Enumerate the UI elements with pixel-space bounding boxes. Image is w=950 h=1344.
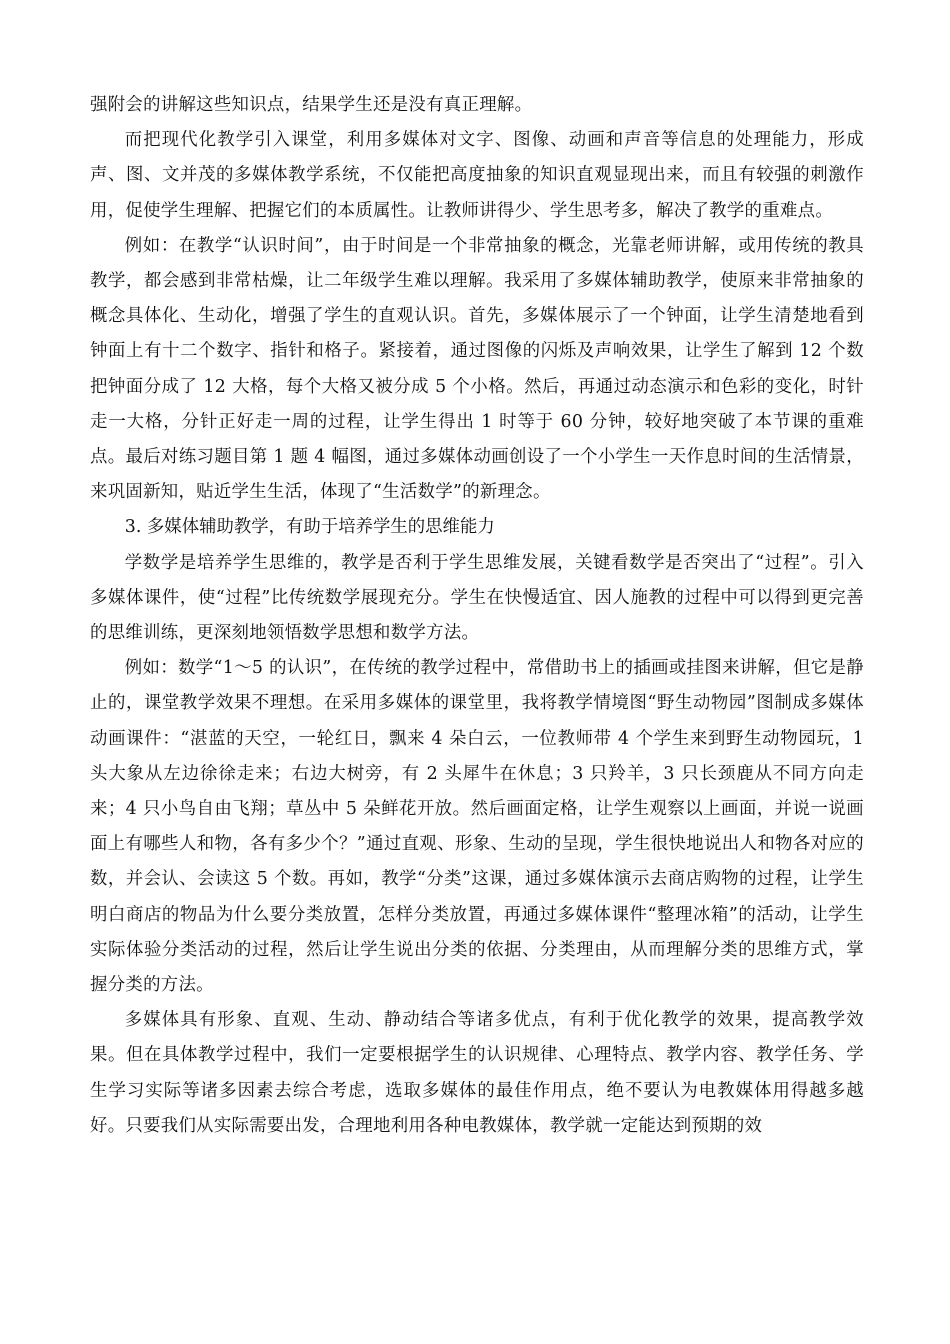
paragraph-4: 学数学是培养学生思维的，教学是否利于学生思维发展，关键看数学是否突出了“过程”。引入多媒体课件，使“过程”比传统数学展现充分。学生在快慢适宜、因人施教的过程中可以得到更完善的思维训练，更深刻地领悟数学思想和数学方法。 [90, 552, 864, 644]
section-heading-3: 3. 多媒体辅助教学，有助于培养学生的思维能力 [124, 517, 495, 538]
paragraph-1: 强附会的讲解这些知识点，结果学生还是没有真正理解。 [90, 95, 533, 115]
paragraph-5: 例如：数学“1～5 的认识”，在传统的教学过程中，常借助书上的插画或挂图来讲解，但它是静止的，课堂教学效果不理想。在采用多媒体的课堂里，我将教学情境图“野生动物园”图制成多媒体动画课件：“湛蓝的天空，一轮红日，飘来 4 朵白云，一位教师带 4 个学生来到野生动物园玩，1 头大象从左边徐徐走来；右边大树旁，有 2 头犀牛在休息；3 只羚羊，3 只长颈鹿从不同方向走来；4 只小鸟自由飞翔；草丛中 5 朵鲜花开放。然后画面定格，让学生观察以上画面，并说一说画面上有哪些人和物，各有多少个？”通过直观、形象、生动的呈现，学生很快地说出人和物各对应的数，并会认、会读这 5 个数。再如，教学“分类”这课，通过多媒体演示去商店购物的过程，让学生明白商店的物品为什么要分类放置，怎样分类放置，再通过多媒体课件“整理冰箱”的活动，让学生实际体验分类活动的过程，然后让学生说出分类的依据、分类理由，从而理解分类的思维方式，掌握分类的方法。 [90, 658, 864, 996]
paragraph-6: 多媒体具有形象、直观、生动、静动结合等诸多优点，有利于优化教学的效果，提高教学效果。但在具体教学过程中，我们一定要根据学生的认识规律、心理特点、教学内容、教学任务、学生学习实际等诸多因素去综合考虑，选取多媒体的最佳作用点，绝不要认为电教媒体用得越多越好。只要我们从实际需要出发，合理地利用各种电教媒体，教学就一定能达到预期的效 [90, 1010, 864, 1136]
paragraph-3: 例如：在教学“认识时间”，由于时间是一个非常抽象的概念，光靠老师讲解，或用传统的教具教学，都会感到非常枯燥，让二年级学生难以理解。我采用了多媒体辅助教学，使原来非常抽象的概念具体化、生动化，增强了学生的直观认识。首先，多媒体展示了一个钟面，让学生清楚地看到钟面上有十二个数字、指针和格子。紧接着，通过图像的闪烁及声响效果，让学生了解到 12 个数把钟面分成了 12 大格，每个大格又被分成 5 个小格。然后，再通过动态演示和色彩的变化，时针走一大格，分针正好走一周的过程，让学生得出 1 时等于 60 分钟，较好地突破了本节课的重难点。最后对练习题目第 1 题 4 幅图，通过多媒体动画创设了一个小学生一天作息时间的生活情景，来巩固新知，贴近学生生活，体现了“生活数学”的新理念。 [90, 235, 864, 503]
paragraph-2: 而把现代化教学引入课堂，利用多媒体对文字、图像、动画和声音等信息的处理能力，形成声、图、文并茂的多媒体教学系统，不仅能把高度抽象的知识直观显现出来，而且有较强的刺激作用，促使学生理解、把握它们的本质属性。让教师讲得少、学生思考多，解决了教学的重难点。 [90, 130, 864, 221]
